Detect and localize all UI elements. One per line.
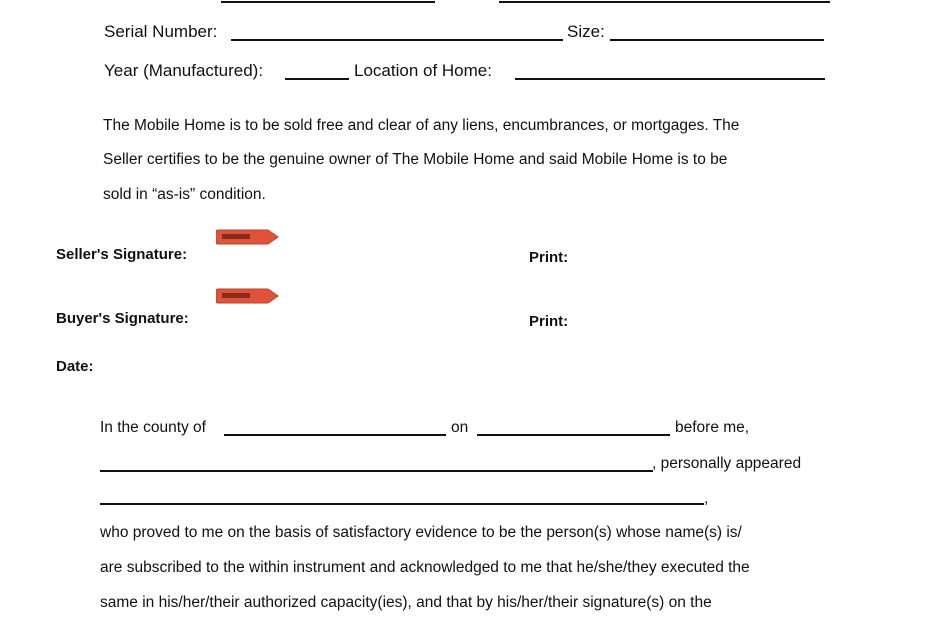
serial-number-label: Serial Number: <box>104 22 218 41</box>
date-field[interactable] <box>107 382 293 384</box>
notary-body-line-2: are subscribed to the within instrument and acknowledged to me that he/she/they executed the <box>100 559 750 576</box>
serial-number-field[interactable] <box>231 39 563 41</box>
date-label: Date: <box>56 358 94 375</box>
size-field[interactable] <box>610 39 824 41</box>
seller-print-field[interactable] <box>580 271 897 272</box>
notary-body-line-1: who proved to me on the basis of satisfactory evidence to be the person(s) whose name(s) is/ <box>100 524 742 541</box>
notary-public-name-field[interactable] <box>100 470 653 472</box>
signer-names-field[interactable] <box>100 503 704 505</box>
terms-line-2: Seller certifies to be the genuine owner of The Mobile Home and said Mobile Home is to be <box>103 151 728 168</box>
sign-here-tag-seller[interactable] <box>216 229 268 243</box>
trailing-comma: , <box>704 490 709 507</box>
on-label: on <box>451 419 469 436</box>
location-of-home-label: Location of Home: <box>354 61 492 80</box>
sign-here-arrow-icon <box>216 229 280 245</box>
previous-row-field-left[interactable] <box>221 1 435 3</box>
buyer-print-field[interactable] <box>582 335 899 337</box>
before-me-label: before me, <box>675 419 750 436</box>
terms-line-1: The Mobile Home is to be sold free and clear of any liens, encumbrances, or mortgages. The <box>103 117 740 134</box>
sign-here-tag-buyer[interactable] <box>216 288 268 302</box>
seller-signature-field[interactable] <box>215 271 531 272</box>
county-label: In the county of <box>100 419 206 436</box>
buyer-signature-label: Buyer's Signature: <box>56 310 189 327</box>
seller-signature-label: Seller's Signature: <box>56 246 188 263</box>
location-of-home-field[interactable] <box>515 78 825 80</box>
notary-date-field[interactable] <box>477 434 670 436</box>
size-label: Size: <box>567 22 605 41</box>
terms-line-3: sold in “as-is” condition. <box>103 186 266 203</box>
buyer-print-label: Print: <box>529 313 569 330</box>
year-manufactured-label: Year (Manufactured): <box>104 61 264 80</box>
previous-row-field-right[interactable] <box>499 1 830 3</box>
county-field[interactable] <box>224 434 446 436</box>
notary-body-line-3: same in his/her/their authorized capacity(ies), and that by his/her/their signature(s) on the <box>100 594 712 611</box>
year-manufactured-field[interactable] <box>285 78 349 80</box>
personally-appeared-label: , personally appeared <box>652 455 802 472</box>
seller-print-label: Print: <box>529 249 569 266</box>
sign-here-arrow-icon <box>216 288 280 304</box>
buyer-signature-field[interactable] <box>217 335 532 337</box>
